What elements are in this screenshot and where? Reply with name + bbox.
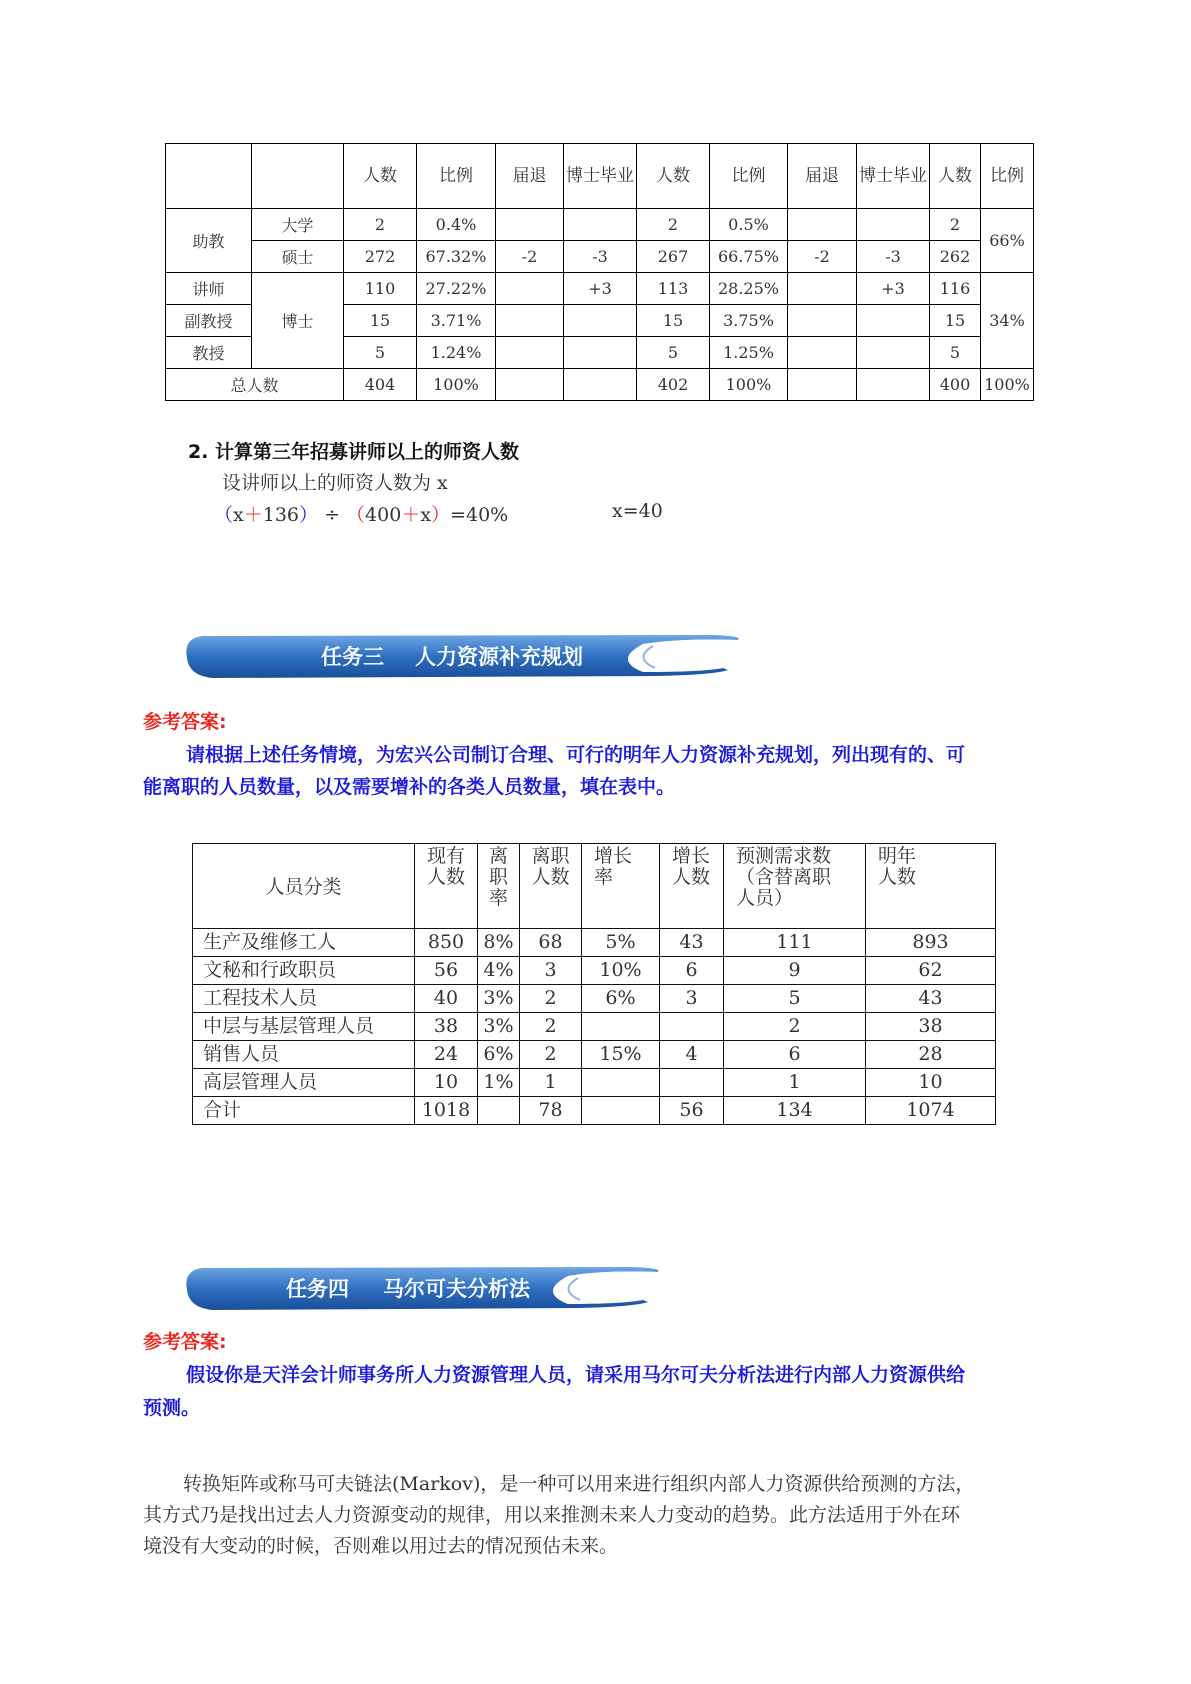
header-category: 人员分类 (193, 844, 415, 929)
row-label: 助教 (166, 209, 252, 273)
table-cell (582, 1013, 660, 1041)
row-label: 教授 (166, 337, 252, 369)
table-row (166, 273, 1034, 305)
equation-part: （ (214, 504, 234, 526)
table-cell: 6% (582, 985, 660, 1013)
table-cell: 28 (866, 1041, 996, 1069)
table-cell: 8% (478, 929, 520, 957)
table-cell: 5 (724, 985, 866, 1013)
table-row (193, 1041, 996, 1069)
header-cell: 人数 (637, 144, 710, 209)
banner-number: 任务三 (321, 645, 384, 669)
row-label: 讲师 (166, 273, 252, 305)
table-row (166, 209, 1034, 241)
table-cell: 5 (637, 337, 710, 369)
header-cell: 博士毕业 (564, 144, 637, 209)
header-cell: 博士毕业 (857, 144, 930, 209)
equation-part: 400 (365, 504, 402, 526)
task3-text-line2: 能离职的人员数量，以及需要增补的各类人员数量，填在表中。 (143, 776, 676, 798)
table-cell: 5 (344, 337, 417, 369)
table-row (193, 985, 996, 1013)
table-cell: 100% (710, 369, 788, 401)
table-cell: 5 (930, 337, 981, 369)
table-cell (564, 337, 637, 369)
table-cell: 2 (520, 985, 582, 1013)
table-cell: 6 (724, 1041, 866, 1069)
table-cell (857, 337, 930, 369)
header-forecast-demand: 预测需求数 （含替离职 人员） (724, 844, 866, 929)
table-cell: -2 (788, 241, 857, 273)
table-row (193, 1069, 996, 1097)
banner-title: 马尔可夫分析法 (383, 1277, 530, 1301)
table-cell: 893 (866, 929, 996, 957)
reference-answer-label: 参考答案: (143, 1331, 227, 1353)
table-cell: 1074 (866, 1097, 996, 1125)
table-cell: 110 (344, 273, 417, 305)
banner-title: 人力资源补充规划 (415, 645, 583, 669)
table-cell (582, 1097, 660, 1125)
table-cell: 404 (344, 369, 417, 401)
staffing-plan-table (192, 843, 996, 1125)
equation-part: ＋ (401, 504, 421, 526)
table-cell: 0.4% (417, 209, 496, 241)
table-cell: -3 (857, 241, 930, 273)
table-cell: 15 (930, 305, 981, 337)
table-cell: 1018 (415, 1097, 478, 1125)
table-cell: 6% (478, 1041, 520, 1069)
table-cell: 262 (930, 241, 981, 273)
header-cell: 比例 (417, 144, 496, 209)
task4-banner (183, 1262, 663, 1316)
table-cell: 100% (417, 369, 496, 401)
markov-paragraph-line3: 境没有大变动的时候，否则难以用过去的情况预估未来。 (143, 1535, 619, 1557)
table-cell: 15% (582, 1041, 660, 1069)
table-row (193, 929, 996, 957)
table-cell: 402 (637, 369, 710, 401)
table-cell: 56 (660, 1097, 724, 1125)
equation-part: ） (431, 504, 451, 526)
table-row (193, 1013, 996, 1041)
table-cell: 3% (478, 985, 520, 1013)
table-cell: -3 (564, 241, 637, 273)
table-cell (582, 1069, 660, 1097)
equation-part: x (233, 504, 244, 526)
row-category: 中层与基层管理人员 (193, 1013, 415, 1041)
table-cell (478, 1097, 520, 1125)
table-cell (496, 337, 564, 369)
table-cell: 134 (724, 1097, 866, 1125)
table-cell (564, 369, 637, 401)
table-cell: 15 (637, 305, 710, 337)
table-body (193, 929, 996, 1125)
markov-paragraph-line1: 转换矩阵或称马可夫链法(Markov)，是一种可以用来进行组织内部人力资源供给预测的方法， (183, 1473, 975, 1495)
table-cell: 62 (866, 957, 996, 985)
table-cell (788, 305, 857, 337)
table-header-row (166, 144, 1034, 209)
table-cell: 3.71% (417, 305, 496, 337)
table-cell: 100% (981, 369, 1034, 401)
markov-paragraph-line2: 其方式乃是找出过去人力资源变动的规律，用以来推测未来人力变动的趋势。此方法适用于外在环 (143, 1504, 961, 1526)
table-cell: 2 (344, 209, 417, 241)
table-cell: 2 (930, 209, 981, 241)
sub-label: 博士 (252, 273, 344, 369)
task4-text-line1: 假设你是天洋会计师事务所人力资源管理人员，请采用马尔可夫分析法进行内部人力资源供给 (186, 1364, 966, 1386)
table-cell: 2 (520, 1013, 582, 1041)
table-cell: 3 (520, 957, 582, 985)
table-cell (496, 305, 564, 337)
table-row (166, 241, 1034, 273)
table-cell: 43 (660, 929, 724, 957)
table-cell (857, 369, 930, 401)
table-cell: 267 (637, 241, 710, 273)
table-cell: 2 (724, 1013, 866, 1041)
header-current-count: 现有 人数 (415, 844, 478, 929)
table-cell: 3.75% (710, 305, 788, 337)
table-cell: 1 (520, 1069, 582, 1097)
table-cell: 2 (520, 1041, 582, 1069)
header-growth-rate: 增长 率 (582, 844, 660, 929)
table-cell: 1.24% (417, 337, 496, 369)
equation-part: ） (299, 504, 319, 526)
table-cell (788, 337, 857, 369)
table-row (193, 1097, 996, 1125)
table-cell: 34% (981, 273, 1034, 369)
table-cell: 56 (415, 957, 478, 985)
header-next-year-count: 明年 人数 (866, 844, 996, 929)
table-cell: 1% (478, 1069, 520, 1097)
table-cell: 66% (981, 209, 1034, 273)
table-cell: 400 (930, 369, 981, 401)
table-cell: 5% (582, 929, 660, 957)
table-cell: 43 (866, 985, 996, 1013)
header-attrition-rate: 离 职 率 (478, 844, 520, 929)
table-cell: 27.22% (417, 273, 496, 305)
table-cell: 67.32% (417, 241, 496, 273)
equation-part: ＋ (243, 504, 263, 526)
table-cell: 15 (344, 305, 417, 337)
task4-text-line2: 预测。 (143, 1397, 201, 1419)
table-cell: 4 (660, 1041, 724, 1069)
table-cell: 113 (637, 273, 710, 305)
table-cell: 10% (582, 957, 660, 985)
table-cell: 0.5% (710, 209, 788, 241)
table-cell: 2 (637, 209, 710, 241)
equation-part: （ (346, 504, 366, 526)
banner-number: 任务四 (286, 1277, 349, 1301)
table-cell: 3% (478, 1013, 520, 1041)
header-cell: 届退 (496, 144, 564, 209)
equation (214, 500, 508, 527)
table-cell: -2 (496, 241, 564, 273)
table-cell (496, 209, 564, 241)
table-cell: +3 (857, 273, 930, 305)
header-growth-count: 增长 人数 (660, 844, 724, 929)
table-cell: 3 (660, 985, 724, 1013)
table-cell (788, 273, 857, 305)
task3-banner (183, 630, 743, 684)
reference-answer-label: 参考答案: (143, 711, 227, 733)
header-cell (252, 144, 344, 209)
table-cell (660, 1013, 724, 1041)
table-cell (857, 209, 930, 241)
table-cell (564, 209, 637, 241)
table-cell (660, 1069, 724, 1097)
table-cell: 850 (415, 929, 478, 957)
equation-part: 136 (262, 504, 300, 526)
equation-answer: x=40 (612, 500, 663, 522)
table-cell: 24 (415, 1041, 478, 1069)
row-category: 销售人员 (193, 1041, 415, 1069)
row-category: 高层管理人员 (193, 1069, 415, 1097)
table-cell: 111 (724, 929, 866, 957)
table-cell: 116 (930, 273, 981, 305)
table-cell (564, 305, 637, 337)
table-cell (788, 369, 857, 401)
header-cell: 比例 (710, 144, 788, 209)
table-cell (496, 369, 564, 401)
header-cell (166, 144, 252, 209)
assumption-text: 设讲师以上的师资人数为 x (222, 472, 448, 494)
teacher-structure-table (165, 143, 1034, 401)
table-cell (788, 209, 857, 241)
table-cell: 1 (724, 1069, 866, 1097)
table-cell: 6 (660, 957, 724, 985)
row-label: 副教授 (166, 305, 252, 337)
table-cell: 10 (415, 1069, 478, 1097)
table-row-total (166, 369, 1034, 401)
sub-label: 大学 (252, 209, 344, 241)
table-header-row (193, 844, 996, 929)
header-cell: 人数 (344, 144, 417, 209)
header-cell: 人数 (930, 144, 981, 209)
table-cell: 78 (520, 1097, 582, 1125)
row-category: 文秘和行政职员 (193, 957, 415, 985)
equation-part: =40% (450, 504, 509, 526)
equation-part: x (420, 504, 432, 526)
table-cell: 68 (520, 929, 582, 957)
table-cell: 40 (415, 985, 478, 1013)
table-cell: 1.25% (710, 337, 788, 369)
row-category: 生产及维修工人 (193, 929, 415, 957)
table-cell: 38 (415, 1013, 478, 1041)
table-cell (496, 273, 564, 305)
table-cell (857, 305, 930, 337)
section-heading: 2. 计算第三年招募讲师以上的师资人数 (188, 441, 520, 463)
table-cell: 4% (478, 957, 520, 985)
row-label: 总人数 (166, 369, 344, 401)
table-cell: 66.75% (710, 241, 788, 273)
header-attrition-count: 离职 人数 (520, 844, 582, 929)
table-cell: 272 (344, 241, 417, 273)
table-cell: 10 (866, 1069, 996, 1097)
table-row (193, 957, 996, 985)
table-cell: 9 (724, 957, 866, 985)
task3-text-line1: 请根据上述任务情境，为宏兴公司制订合理、可行的明年人力资源补充规划，列出现有的、可 (186, 744, 966, 766)
table-cell: +3 (564, 273, 637, 305)
equation-part: ÷ (318, 504, 347, 526)
header-cell: 届退 (788, 144, 857, 209)
table-cell: 28.25% (710, 273, 788, 305)
row-category: 工程技术人员 (193, 985, 415, 1013)
sub-label: 硕士 (252, 241, 344, 273)
header-cell: 比例 (981, 144, 1034, 209)
row-category: 合计 (193, 1097, 415, 1125)
table-cell: 38 (866, 1013, 996, 1041)
